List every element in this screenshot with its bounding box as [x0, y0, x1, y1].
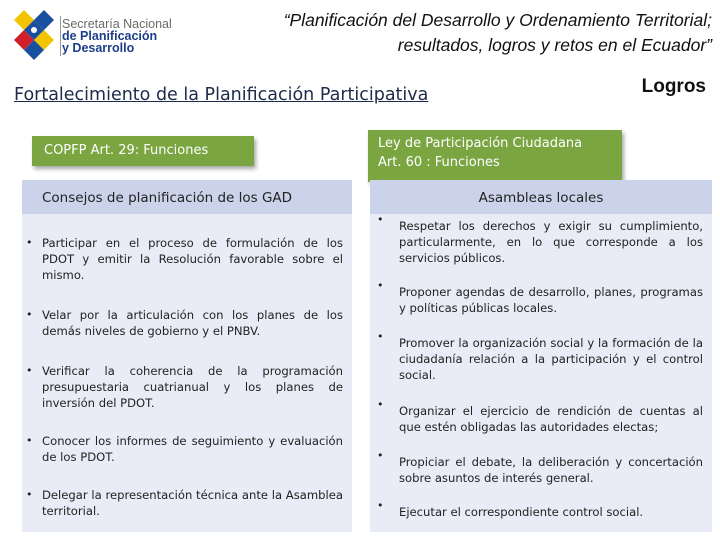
logo-text [62, 18, 172, 54]
asambleas-item [377, 398, 703, 435]
bullet-icon: • [26, 364, 33, 377]
logros-label: Logros [641, 76, 706, 97]
asambleas-item-text: Proponer agendas de desarrollo, planes, programas y políticas públicas locales. [399, 285, 703, 315]
logo-separator [60, 16, 61, 56]
header-title-line-1: “Planificación del Desarrollo y Ordenamiento Territorial; [283, 10, 712, 30]
bullet-icon: • [26, 236, 33, 249]
asambleas-panel-heading: Asambleas locales [370, 180, 712, 214]
ley-participacion-box [368, 130, 622, 182]
header-title-line-2: resultados, logros y retos en el Ecuador” [397, 35, 712, 55]
asambleas-item-text: Promover la organización social y la formación de la ciudadanía relación a la participación y el control social. [399, 336, 703, 382]
ley-box-line-2: Art. 60 : Funciones [378, 155, 500, 170]
consejos-item [26, 487, 343, 519]
consejos-item-text: Conocer los informes de seguimiento y evaluación de los PDOT. [42, 434, 343, 464]
bullet-icon: • [377, 499, 384, 512]
consejos-item-text: Delegar la representación técnica ante la Asamblea territorial. [42, 488, 343, 518]
asambleas-item [377, 213, 703, 266]
consejos-item [26, 307, 343, 339]
bullet-icon: • [377, 398, 384, 411]
consejos-item-text: Participar en el proceso de formulación de los PDOT y emitir la Resolución favorable sobre el mismo. [42, 236, 343, 282]
logo-line-3: y Desarrollo [62, 41, 135, 55]
consejos-panel-heading: Consejos de planificación de los GAD [22, 180, 352, 214]
asambleas-panel [370, 180, 712, 532]
asambleas-item [377, 499, 703, 520]
bullet-icon: • [26, 308, 33, 321]
asambleas-item [377, 279, 703, 316]
consejos-item [26, 363, 343, 411]
bullet-icon: • [26, 488, 33, 501]
asambleas-item-text: Propiciar el debate, la deliberación y concertación sobre asuntos de interés general. [399, 455, 703, 485]
bullet-icon: • [377, 330, 384, 343]
slide-header-title [192, 8, 712, 58]
asambleas-item-text: Ejecutar el correspondiente control social. [399, 505, 644, 519]
asambleas-item-text: Respetar los derechos y exigir su cumplimiento, particularmente, en lo que corresponde a los servicios públicos. [399, 219, 703, 265]
asambleas-item [377, 330, 703, 383]
asambleas-item [377, 449, 703, 486]
logo-line-1: Secretaría Nacional [62, 17, 172, 31]
ley-box-line-1: Ley de Participación Ciudadana [378, 136, 583, 151]
consejos-item [26, 235, 343, 283]
bullet-icon: • [377, 279, 384, 292]
colorful-diamond-logo-icon [8, 6, 62, 60]
consejos-item [26, 433, 343, 465]
bullet-icon: • [26, 434, 33, 447]
copfp-box: COPFP Art. 29: Funciones [32, 136, 254, 166]
bullet-icon: • [377, 213, 384, 226]
section-title: Fortalecimiento de la Planificación Participativa [14, 85, 429, 105]
logo-line-2: de Planificación [62, 29, 158, 43]
bullet-icon: • [377, 449, 384, 462]
asambleas-item-text: Organizar el ejercicio de rendición de cuentas al que estén obligadas las autoridades electas; [399, 404, 703, 434]
consejos-panel [22, 180, 352, 532]
consejos-item-text: Velar por la articulación con los planes de los demás niveles de gobierno y el PNBV. [42, 308, 343, 338]
logo [8, 6, 178, 60]
consejos-item-text: Verificar la coherencia de la programación presupuestaria cuatrianual y los planes de inversión del PDOT. [42, 364, 343, 410]
